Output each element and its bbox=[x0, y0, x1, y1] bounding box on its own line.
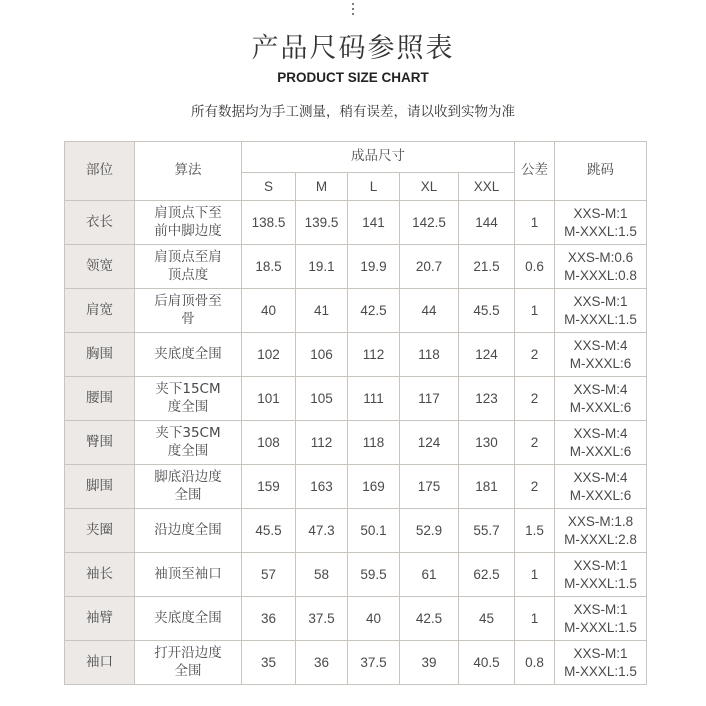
jump-cell bbox=[555, 377, 647, 421]
size-value-cell: 58 bbox=[296, 553, 348, 597]
size-value-cell: 141 bbox=[348, 201, 400, 245]
jump-line: M-XXXL:1.5 bbox=[564, 223, 637, 239]
size-value-cell: 52.9 bbox=[400, 509, 459, 553]
tolerance-cell: 2 bbox=[515, 421, 555, 465]
method-cell: 肩顶点下至前中脚边度 bbox=[135, 201, 242, 245]
part-cell: 袖长 bbox=[65, 553, 135, 597]
size-value-cell: 19.9 bbox=[348, 245, 400, 289]
method-cell: 后肩顶骨至骨 bbox=[135, 289, 242, 333]
size-value-cell: 39 bbox=[400, 641, 459, 685]
jump-line: M-XXXL:1.5 bbox=[564, 575, 637, 591]
table-row bbox=[65, 553, 647, 597]
part-cell: 领宽 bbox=[65, 245, 135, 289]
size-value-cell: 36 bbox=[296, 641, 348, 685]
jump-cell bbox=[555, 421, 647, 465]
header-jump: 跳码 bbox=[555, 142, 647, 201]
jump-cell bbox=[555, 289, 647, 333]
size-header: M bbox=[296, 173, 348, 201]
size-value-cell: 159 bbox=[242, 465, 296, 509]
size-value-cell: 101 bbox=[242, 377, 296, 421]
size-value-cell: 106 bbox=[296, 333, 348, 377]
size-value-cell: 18.5 bbox=[242, 245, 296, 289]
size-value-cell: 112 bbox=[348, 333, 400, 377]
size-value-cell: 108 bbox=[242, 421, 296, 465]
size-value-cell: 124 bbox=[459, 333, 515, 377]
tolerance-cell: 1 bbox=[515, 201, 555, 245]
jump-line: M-XXXL:6 bbox=[569, 399, 632, 415]
jump-line: XXS-M:1 bbox=[573, 205, 628, 221]
table-row bbox=[65, 597, 647, 641]
tolerance-cell: 1.5 bbox=[515, 509, 555, 553]
size-value-cell: 19.1 bbox=[296, 245, 348, 289]
jump-line: M-XXXL:1.5 bbox=[564, 311, 637, 327]
size-header: XXL bbox=[459, 173, 515, 201]
method-cell: 袖顶至袖口 bbox=[135, 553, 242, 597]
jump-line: M-XXXL:6 bbox=[569, 443, 632, 459]
size-value-cell: 42.5 bbox=[348, 289, 400, 333]
jump-line: M-XXXL:6 bbox=[569, 487, 632, 503]
size-value-cell: 111 bbox=[348, 377, 400, 421]
jump-line: XXS-M:1 bbox=[573, 645, 628, 661]
jump-line: M-XXXL:2.8 bbox=[564, 531, 637, 547]
size-value-cell: 44 bbox=[400, 289, 459, 333]
size-value-cell: 61 bbox=[400, 553, 459, 597]
method-cell: 打开沿边度全围 bbox=[135, 641, 242, 685]
size-value-cell: 59.5 bbox=[348, 553, 400, 597]
jump-line: XXS-M:4 bbox=[573, 381, 628, 397]
jump-line: XXS-M:4 bbox=[573, 337, 628, 353]
size-value-cell: 45.5 bbox=[242, 509, 296, 553]
part-cell: 袖臂 bbox=[65, 597, 135, 641]
table-row bbox=[65, 421, 647, 465]
jump-cell bbox=[555, 553, 647, 597]
jump-line: XXS-M:1.8 bbox=[567, 513, 634, 529]
size-value-cell: 55.7 bbox=[459, 509, 515, 553]
table-row bbox=[65, 333, 647, 377]
size-value-cell: 139.5 bbox=[296, 201, 348, 245]
size-value-cell: 40 bbox=[348, 597, 400, 641]
part-cell: 夹圈 bbox=[65, 509, 135, 553]
jump-cell bbox=[555, 509, 647, 553]
jump-line: XXS-M:1 bbox=[573, 293, 628, 309]
method-cell: 肩顶点至肩顶点度 bbox=[135, 245, 242, 289]
table-row bbox=[65, 201, 647, 245]
size-value-cell: 163 bbox=[296, 465, 348, 509]
table-row bbox=[65, 465, 647, 509]
jump-line: XXS-M:1 bbox=[573, 557, 628, 573]
method-cell: 夹底度全围 bbox=[135, 597, 242, 641]
part-cell: 脚围 bbox=[65, 465, 135, 509]
jump-line: XXS-M:4 bbox=[573, 469, 628, 485]
table-row bbox=[65, 641, 647, 685]
size-value-cell: 62.5 bbox=[459, 553, 515, 597]
jump-line: XXS-M:0.6 bbox=[567, 249, 634, 265]
method-cell: 夹下35CM度全围 bbox=[135, 421, 242, 465]
size-value-cell: 117 bbox=[400, 377, 459, 421]
size-value-cell: 47.3 bbox=[296, 509, 348, 553]
header-tolerance: 公差 bbox=[515, 142, 555, 201]
size-value-cell: 138.5 bbox=[242, 201, 296, 245]
size-value-cell: 112 bbox=[296, 421, 348, 465]
part-cell: 腰围 bbox=[65, 377, 135, 421]
size-value-cell: 35 bbox=[242, 641, 296, 685]
size-value-cell: 40 bbox=[242, 289, 296, 333]
table-row bbox=[65, 245, 647, 289]
size-value-cell: 102 bbox=[242, 333, 296, 377]
header-row bbox=[65, 142, 647, 173]
part-cell: 肩宽 bbox=[65, 289, 135, 333]
part-cell: 臀围 bbox=[65, 421, 135, 465]
size-value-cell: 21.5 bbox=[459, 245, 515, 289]
jump-cell bbox=[555, 465, 647, 509]
jump-cell bbox=[555, 641, 647, 685]
tolerance-cell: 2 bbox=[515, 377, 555, 421]
table-row bbox=[65, 289, 647, 333]
header-method: 算法 bbox=[135, 142, 242, 201]
method-cell: 沿边度全围 bbox=[135, 509, 242, 553]
jump-line: M-XXXL:1.5 bbox=[564, 619, 637, 635]
size-value-cell: 142.5 bbox=[400, 201, 459, 245]
page-subtitle: PRODUCT SIZE CHART bbox=[277, 70, 429, 85]
jump-line: XXS-M:4 bbox=[573, 425, 628, 441]
size-value-cell: 175 bbox=[400, 465, 459, 509]
table-row bbox=[65, 509, 647, 553]
size-value-cell: 123 bbox=[459, 377, 515, 421]
size-header: L bbox=[348, 173, 400, 201]
size-value-cell: 42.5 bbox=[400, 597, 459, 641]
more-menu-icon[interactable] bbox=[349, 0, 357, 20]
size-value-cell: 37.5 bbox=[348, 641, 400, 685]
size-value-cell: 41 bbox=[296, 289, 348, 333]
tolerance-cell: 0.6 bbox=[515, 245, 555, 289]
size-value-cell: 40.5 bbox=[459, 641, 515, 685]
size-value-cell: 20.7 bbox=[400, 245, 459, 289]
jump-line: M-XXXL:6 bbox=[569, 355, 632, 371]
size-value-cell: 144 bbox=[459, 201, 515, 245]
jump-cell bbox=[555, 597, 647, 641]
size-value-cell: 50.1 bbox=[348, 509, 400, 553]
jump-line: M-XXXL:1.5 bbox=[564, 663, 637, 679]
size-value-cell: 169 bbox=[348, 465, 400, 509]
size-value-cell: 105 bbox=[296, 377, 348, 421]
method-cell: 脚底沿边度全围 bbox=[135, 465, 242, 509]
size-value-cell: 124 bbox=[400, 421, 459, 465]
method-cell: 夹底度全围 bbox=[135, 333, 242, 377]
table-row bbox=[65, 377, 647, 421]
part-cell: 胸围 bbox=[65, 333, 135, 377]
size-value-cell: 45.5 bbox=[459, 289, 515, 333]
jump-line: XXS-M:1 bbox=[573, 601, 628, 617]
size-value-cell: 130 bbox=[459, 421, 515, 465]
jump-line: M-XXXL:0.8 bbox=[564, 267, 637, 283]
jump-cell bbox=[555, 201, 647, 245]
page-title: 产品尺码参照表 bbox=[251, 33, 455, 64]
size-value-cell: 118 bbox=[400, 333, 459, 377]
jump-cell bbox=[555, 245, 647, 289]
tolerance-cell: 2 bbox=[515, 465, 555, 509]
size-value-cell: 57 bbox=[242, 553, 296, 597]
size-value-cell: 181 bbox=[459, 465, 515, 509]
part-cell: 袖口 bbox=[65, 641, 135, 685]
size-chart-table bbox=[64, 141, 647, 685]
size-value-cell: 36 bbox=[242, 597, 296, 641]
size-value-cell: 37.5 bbox=[296, 597, 348, 641]
jump-cell bbox=[555, 333, 647, 377]
size-header: XL bbox=[400, 173, 459, 201]
method-cell: 夹下15CM度全围 bbox=[135, 377, 242, 421]
tolerance-cell: 1 bbox=[515, 289, 555, 333]
tolerance-cell: 2 bbox=[515, 333, 555, 377]
tolerance-cell: 1 bbox=[515, 553, 555, 597]
tolerance-cell: 1 bbox=[515, 597, 555, 641]
size-header: S bbox=[242, 173, 296, 201]
measurement-note: 所有数据均为手工测量，稍有误差，请以收到实物为准 bbox=[191, 104, 515, 120]
tolerance-cell: 0.8 bbox=[515, 641, 555, 685]
size-value-cell: 118 bbox=[348, 421, 400, 465]
size-value-cell: 45 bbox=[459, 597, 515, 641]
part-cell: 衣长 bbox=[65, 201, 135, 245]
header-size-group: 成品尺寸 bbox=[242, 142, 515, 173]
header-part: 部位 bbox=[65, 142, 135, 201]
